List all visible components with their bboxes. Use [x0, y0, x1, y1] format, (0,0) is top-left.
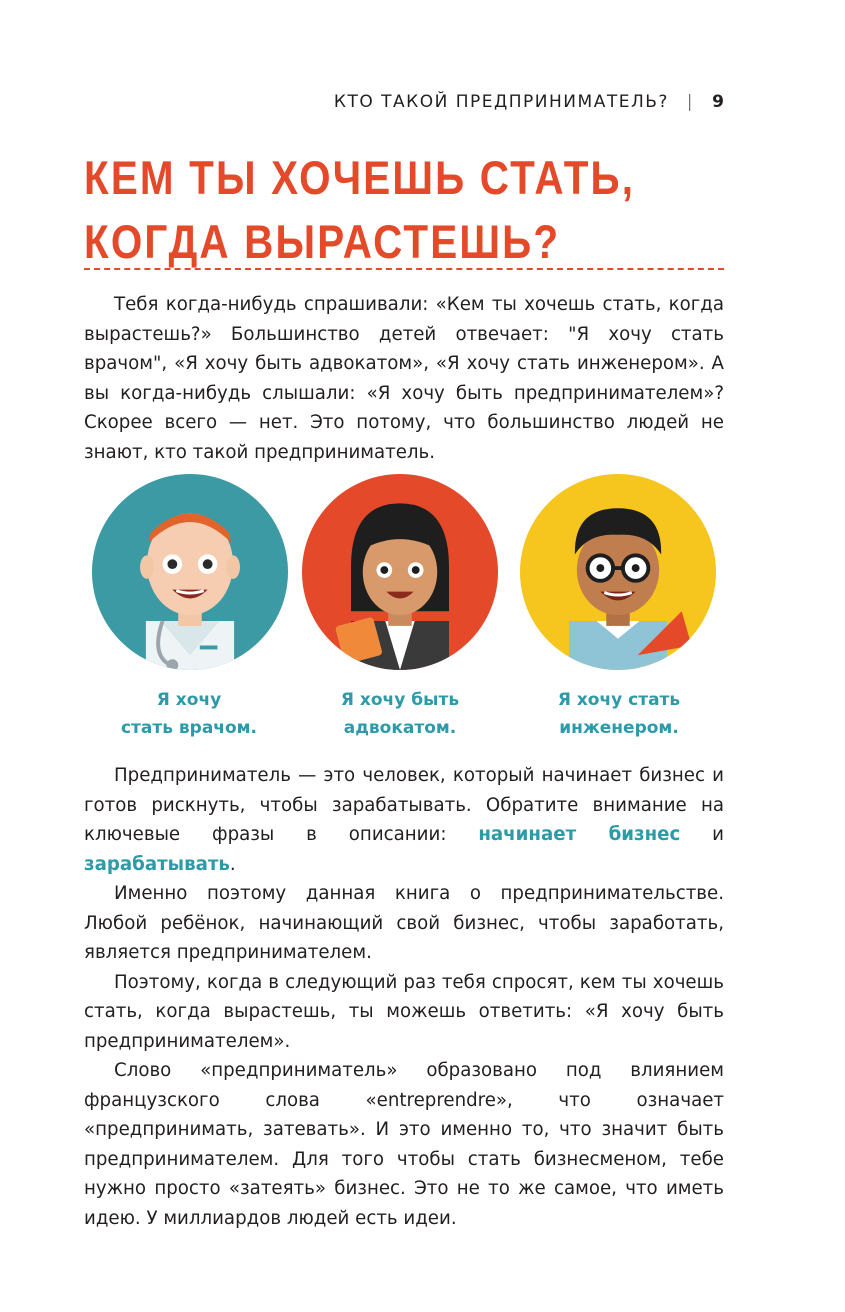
page-number: 9 — [712, 92, 724, 112]
paragraph-etymology: Слово «предприниматель» образовано под влиянием французского слова «entreprendre», что означает «предпринимать, затевать». И это именно то, что значит быть предпринимателем. Для того чтобы стать бизнесменом, тебе нужно просто «затеять» бизнес. Это не то же самое, что иметь идею. У миллиардов людей есть идеи. — [84, 1060, 724, 1229]
paragraph-book-purpose: Именно поэтому данная книга о предпринимательстве. Любой ребёнок, начинающий свой бизнес, чтобы заработать, является предпринимателем. — [84, 883, 724, 963]
title-dashed-rule — [84, 268, 724, 270]
paragraph-answer: Поэтому, когда в следующий раз тебя спросят, кем ты хочешь стать, когда вырастешь, ты можешь ответить: «Я хочу быть предпринимателем». — [84, 971, 724, 1052]
keyword-earn: зарабатывать — [84, 853, 230, 875]
engineer-portrait-icon — [520, 474, 716, 670]
main-text-block — [84, 761, 724, 1233]
lawyer-caption: Я хочу быть адвокатом. — [340, 690, 460, 738]
chapter-title — [84, 146, 652, 274]
chapter-title-line-1: КЕМ ТЫ ХОЧЕШЬ СТАТЬ, — [84, 151, 636, 204]
lawyer-portrait-icon — [302, 474, 498, 670]
engineer-caption: Я хочу стать инженером. — [557, 690, 681, 738]
running-title: КТО ТАКОЙ ПРЕДПРИНИМАТЕЛЬ? — [333, 92, 669, 112]
doctor-caption: Я хочу стать врачом. — [120, 690, 258, 738]
chapter-title-line-2: КОГДА ВЫРАСТЕШЬ? — [84, 215, 561, 268]
definition-paragraph: Предприниматель — это человек, который начинает бизнес и готов рискнуть, чтобы зарабатывать. Обратите внимание на ключевые фразы в описании: начинает бизнес и зарабатывать. — [84, 765, 724, 875]
header-separator: | — [686, 92, 695, 112]
running-header — [84, 92, 724, 112]
intro-paragraph: Тебя когда-нибудь спрашивали: «Кем ты хочешь стать, когда вырастешь?» Большинство детей отвечает: "Я хочу стать врачом", «Я хочу быть адвокатом», «Я хочу стать инженером». А вы когда-нибудь слышали: «Я хочу быть предпринимателем»? Скорее всего — нет. Это потому, что большинство людей не знают, кто такой предприниматель. — [84, 294, 724, 463]
keyword-starts-business: начинает бизнес — [478, 824, 681, 845]
intro-block — [84, 290, 724, 467]
doctor-portrait-icon — [92, 474, 288, 670]
